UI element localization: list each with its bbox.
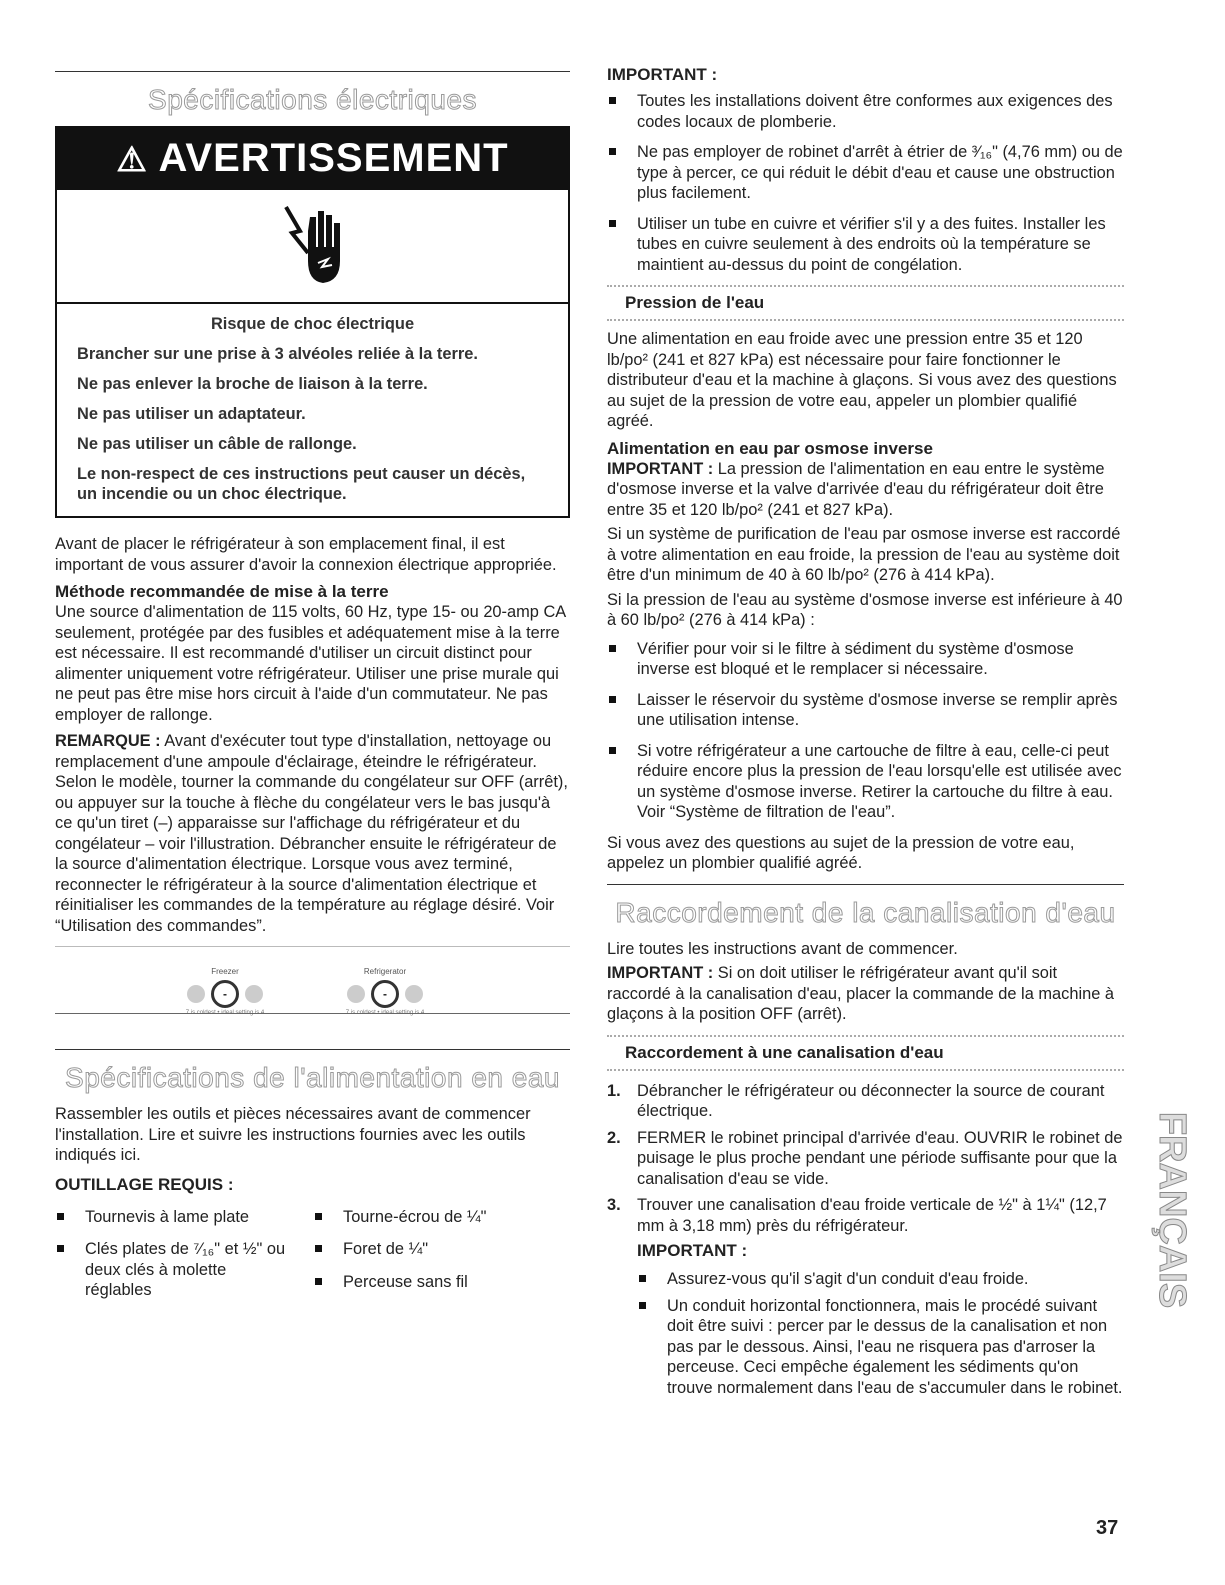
grounding-heading: Méthode recommandée de mise à la terre (55, 582, 389, 601)
warning-line: Ne pas utiliser un câble de rallonge. (77, 435, 357, 453)
page-number: 37 (1096, 1517, 1119, 1539)
ro-item: Vérifier pour voir si le filtre à sédiment du système d'osmose inverse est bloqué et le remplacer si nécessaire. (607, 639, 1124, 680)
ro-heading: Alimentation en eau par osmose inverse (607, 438, 933, 458)
shock-hazard-icon (57, 190, 568, 304)
warning-box (55, 126, 570, 518)
warning-line: Brancher sur une prise à 3 alvéoles reliée à la terre. (77, 345, 478, 363)
connection-important-text: Si on doit utiliser le réfrigérateur avant qu'il soit raccordé à la canalisation d'eau, placer la commande de la machine à glaçons à la position OFF (arrêt). (607, 964, 1114, 1023)
tool-item: Perceuse sans fil (313, 1272, 563, 1293)
fridge-control (315, 967, 455, 1016)
important-item: Toutes les installations doivent être conformes aux exigences des codes locaux de plomberie. (607, 91, 1124, 132)
step-item (607, 1081, 1124, 1122)
electrical-intro: Avant de placer le réfrigérateur à son emplacement final, il est important de vous assurer d'avoir la connexion électrique appropriée. (55, 535, 557, 574)
freezer-display: - (211, 980, 239, 1008)
fridge-scale: 7 is coldest • ideal setting is 4 (345, 1010, 425, 1016)
step-text: Débrancher le réfrigérateur ou déconnecter la source de courant électrique. (637, 1081, 1105, 1120)
side-tab-label: FRANÇAIS (1150, 1111, 1190, 1309)
tools-column-2 (313, 1207, 563, 1313)
connection-important-label: IMPORTANT : (607, 964, 714, 982)
tool-item: Foret de ¼" (313, 1239, 563, 1260)
ro-text: Si vous avez des questions au sujet de la pression de votre eau, appelez un plombier qualifié agréé. (607, 833, 1075, 872)
divider (55, 1049, 570, 1050)
panel-edge (55, 1013, 570, 1014)
remark-paragraph (55, 731, 570, 936)
ro-list (607, 639, 1124, 823)
connection-important (607, 963, 1124, 1025)
connection-steps (607, 1081, 1124, 1399)
step3-list (637, 1269, 1124, 1398)
remark-text: Avant d'exécuter tout type d'installation, nettoyage ou remplacement d'une ampoule d'éclairage, éteindre le réfrigérateur. Selon le modèle, tourner la commande du congélateur sur OFF (arrêt), ou appuyer sur la touche à flèche du congélateur vers le bas jusqu'à ce qu'un tiret (–) apparaisse sur l'affichage du réfrigérateur et du congélateur – voir l'illustration. Débrancher ensuite le réfrigérateur de la source d'alimentation électrique. Lorsque vous avez terminé, reconnecter le réfrigérateur à la source d'alimentation électrique et réinitialiser les commandes de la température au réglage désiré. Voir “Utilisation des commandes”. (55, 732, 568, 935)
step-number: 2. (607, 1128, 621, 1147)
ro-important (607, 459, 1124, 521)
warning-title-bar (57, 128, 568, 190)
down-arrow-icon (187, 985, 205, 1003)
fridge-dial (315, 980, 455, 1008)
down-arrow-icon (347, 985, 365, 1003)
fridge-label: Refrigerator (363, 967, 407, 976)
step-text: FERMER le robinet principal d'arrivée d'eau. OUVRIR le robinet de puisage le plus proche pendant une période suffisante pour que la canalisation d'eau se vide. (637, 1128, 1123, 1188)
remark-label: REMARQUE : (55, 732, 161, 750)
tools-column-1 (55, 1207, 313, 1313)
warning-text (57, 304, 568, 516)
tools-heading: OUTILLAGE REQUIS : (55, 1174, 234, 1194)
language-side-tab (1150, 1080, 1190, 1340)
connect-heading: Raccordement à une canalisation d'eau (607, 1035, 1124, 1071)
warning-line: Ne pas enlever la broche de liaison à la terre. (77, 375, 428, 393)
divider (55, 71, 570, 72)
warning-line: Le non-respect de ces instructions peut causer un décès, un incendie ou un choc électrique. (77, 465, 526, 503)
step-number: 1. (607, 1081, 621, 1100)
ro-item: Si votre réfrigérateur a une cartouche de filtre à eau, celle-ci peut réduire encore plus la pression de l'eau lorsqu'elle est utilisée avec un système d'osmose inverse. Retirer la cartouche du filtre à eau. Voir “Système de filtration de l'eau”. (607, 741, 1124, 823)
section-title-electrical: Spécifications électriques (148, 84, 477, 115)
fridge-display: - (371, 980, 399, 1008)
warning-triangle-icon: ⚠ (116, 141, 148, 179)
tool-item: Tourne-écrou de ¼" (313, 1207, 563, 1228)
step3-item: Assurez-vous qu'il s'agit d'un conduit d'eau froide. (637, 1269, 1124, 1290)
pressure-text: Une alimentation en eau froide avec une pression entre 35 et 120 lb/po² (241 et 827 kPa) est nécessaire pour faire fonctionner le distributeur d'eau et la machine à glaçons. Si vous avez des questions au sujet de la pression de votre eau, appeler un plombier qualifié agréé. (607, 330, 1117, 430)
section-title-water-connection: Raccordement de la canalisation d'eau (615, 896, 1116, 928)
left-column (55, 60, 570, 1313)
freezer-dial (155, 980, 295, 1008)
warning-heading: Risque de choc électrique (210, 315, 415, 333)
pressure-heading: Pression de l'eau (607, 285, 1124, 321)
ro-text: Si la pression de l'eau au système d'osmose inverse est inférieure à 40 à 60 lb/po² (276 à 414 kPa) : (607, 590, 1123, 629)
tool-item: Tournevis à lame plate (55, 1207, 313, 1228)
step-item (607, 1128, 1124, 1190)
important-list (607, 91, 1124, 275)
step-text: Trouver une canalisation d'eau froide verticale de ½" à 1¼" (12,7 mm à 3,18 mm) près du réfrigérateur. (637, 1196, 1107, 1235)
ro-item: Laisser le réservoir du système d'osmose inverse se remplir après une utilisation intense. (607, 690, 1124, 731)
freezer-scale: 7 is coldest • ideal setting is 4 (185, 1010, 265, 1016)
ro-important-text: La pression de l'alimentation en eau entre le système d'osmose inverse et la valve d'arrivée d'eau du réfrigérateur doit être entre 35 et 120 lb/po² (241 et 827 kPa). (607, 459, 1105, 519)
important-label: IMPORTANT : (607, 65, 718, 84)
warning-title: AVERTISSEMENT (158, 136, 509, 180)
important-item: Utiliser un tube en cuivre et vérifier s'il y a des fuites. Installer les tubes en cuivre seulement à des endroits où la température se maintient au-dessus du point de congélation. (607, 214, 1124, 276)
up-arrow-icon (245, 985, 263, 1003)
up-arrow-icon (405, 985, 423, 1003)
section-title-water-supply: Spécifications de l'alimentation en eau (65, 1062, 560, 1093)
tools-list (55, 1207, 570, 1313)
ro-important-label: IMPORTANT : (607, 459, 714, 478)
warning-line: Ne pas utiliser un adaptateur. (77, 405, 306, 423)
step-number: 3. (607, 1196, 621, 1214)
important-item: Ne pas employer de robinet d'arrêt à étrier de ³⁄₁₆" (4,76 mm) ou de type à percer, ce qui réduit le débit d'eau et cause une obstruction plus facilement. (607, 142, 1124, 204)
water-supply-intro: Rassembler les outils et pièces nécessaires avant de commencer l'installation. Lire et suivre les instructions fournies avec les outils indiqués ici. (55, 1105, 531, 1164)
ro-text: Si un système de purification de l'eau par osmose inverse est raccordé à votre alimentation en eau froide, la pression de l'eau au système doit être d'un minimum de 40 à 60 lb/po² (276 à 414 kPa). (607, 525, 1121, 584)
tool-item: Clés plates de ⁷⁄₁₆" et ½" ou deux clés à molette réglables (55, 1239, 313, 1301)
step3-important-label: IMPORTANT : (637, 1241, 748, 1260)
step3-item: Un conduit horizontal fonctionnera, mais le procédé suivant doit être suivi : percer par le dessus de la canalisation et non pas par le dessous. Ainsi, l'eau ne risquera pas d'arroser la perceuse. Ceci empêche également les sédiments qu'on trouve normalement dans l'eau de s'accumuler dans le robinet. (637, 1296, 1124, 1399)
freezer-label: Freezer (211, 967, 239, 976)
freezer-control (155, 967, 295, 1016)
step-item (607, 1195, 1124, 1398)
right-column (607, 60, 1124, 1404)
grounding-text: Une source d'alimentation de 115 volts, 60 Hz, type 15- ou 20-amp CA seulement, protégée par des fusibles et adéquatement mise à la terre est nécessaire. Il est recommandé d'utiliser un circuit distinct pour alimenter uniquement votre réfrigérateur. Utiliser une prise murale qui ne peut pas être mise hors circuit à l'aide d'un commutateur. Ne pas employer de rallonge. (55, 603, 566, 724)
read-instructions: Lire toutes les instructions avant de commencer. (607, 939, 958, 958)
divider (607, 884, 1124, 885)
control-panel-illustration (55, 946, 570, 1027)
